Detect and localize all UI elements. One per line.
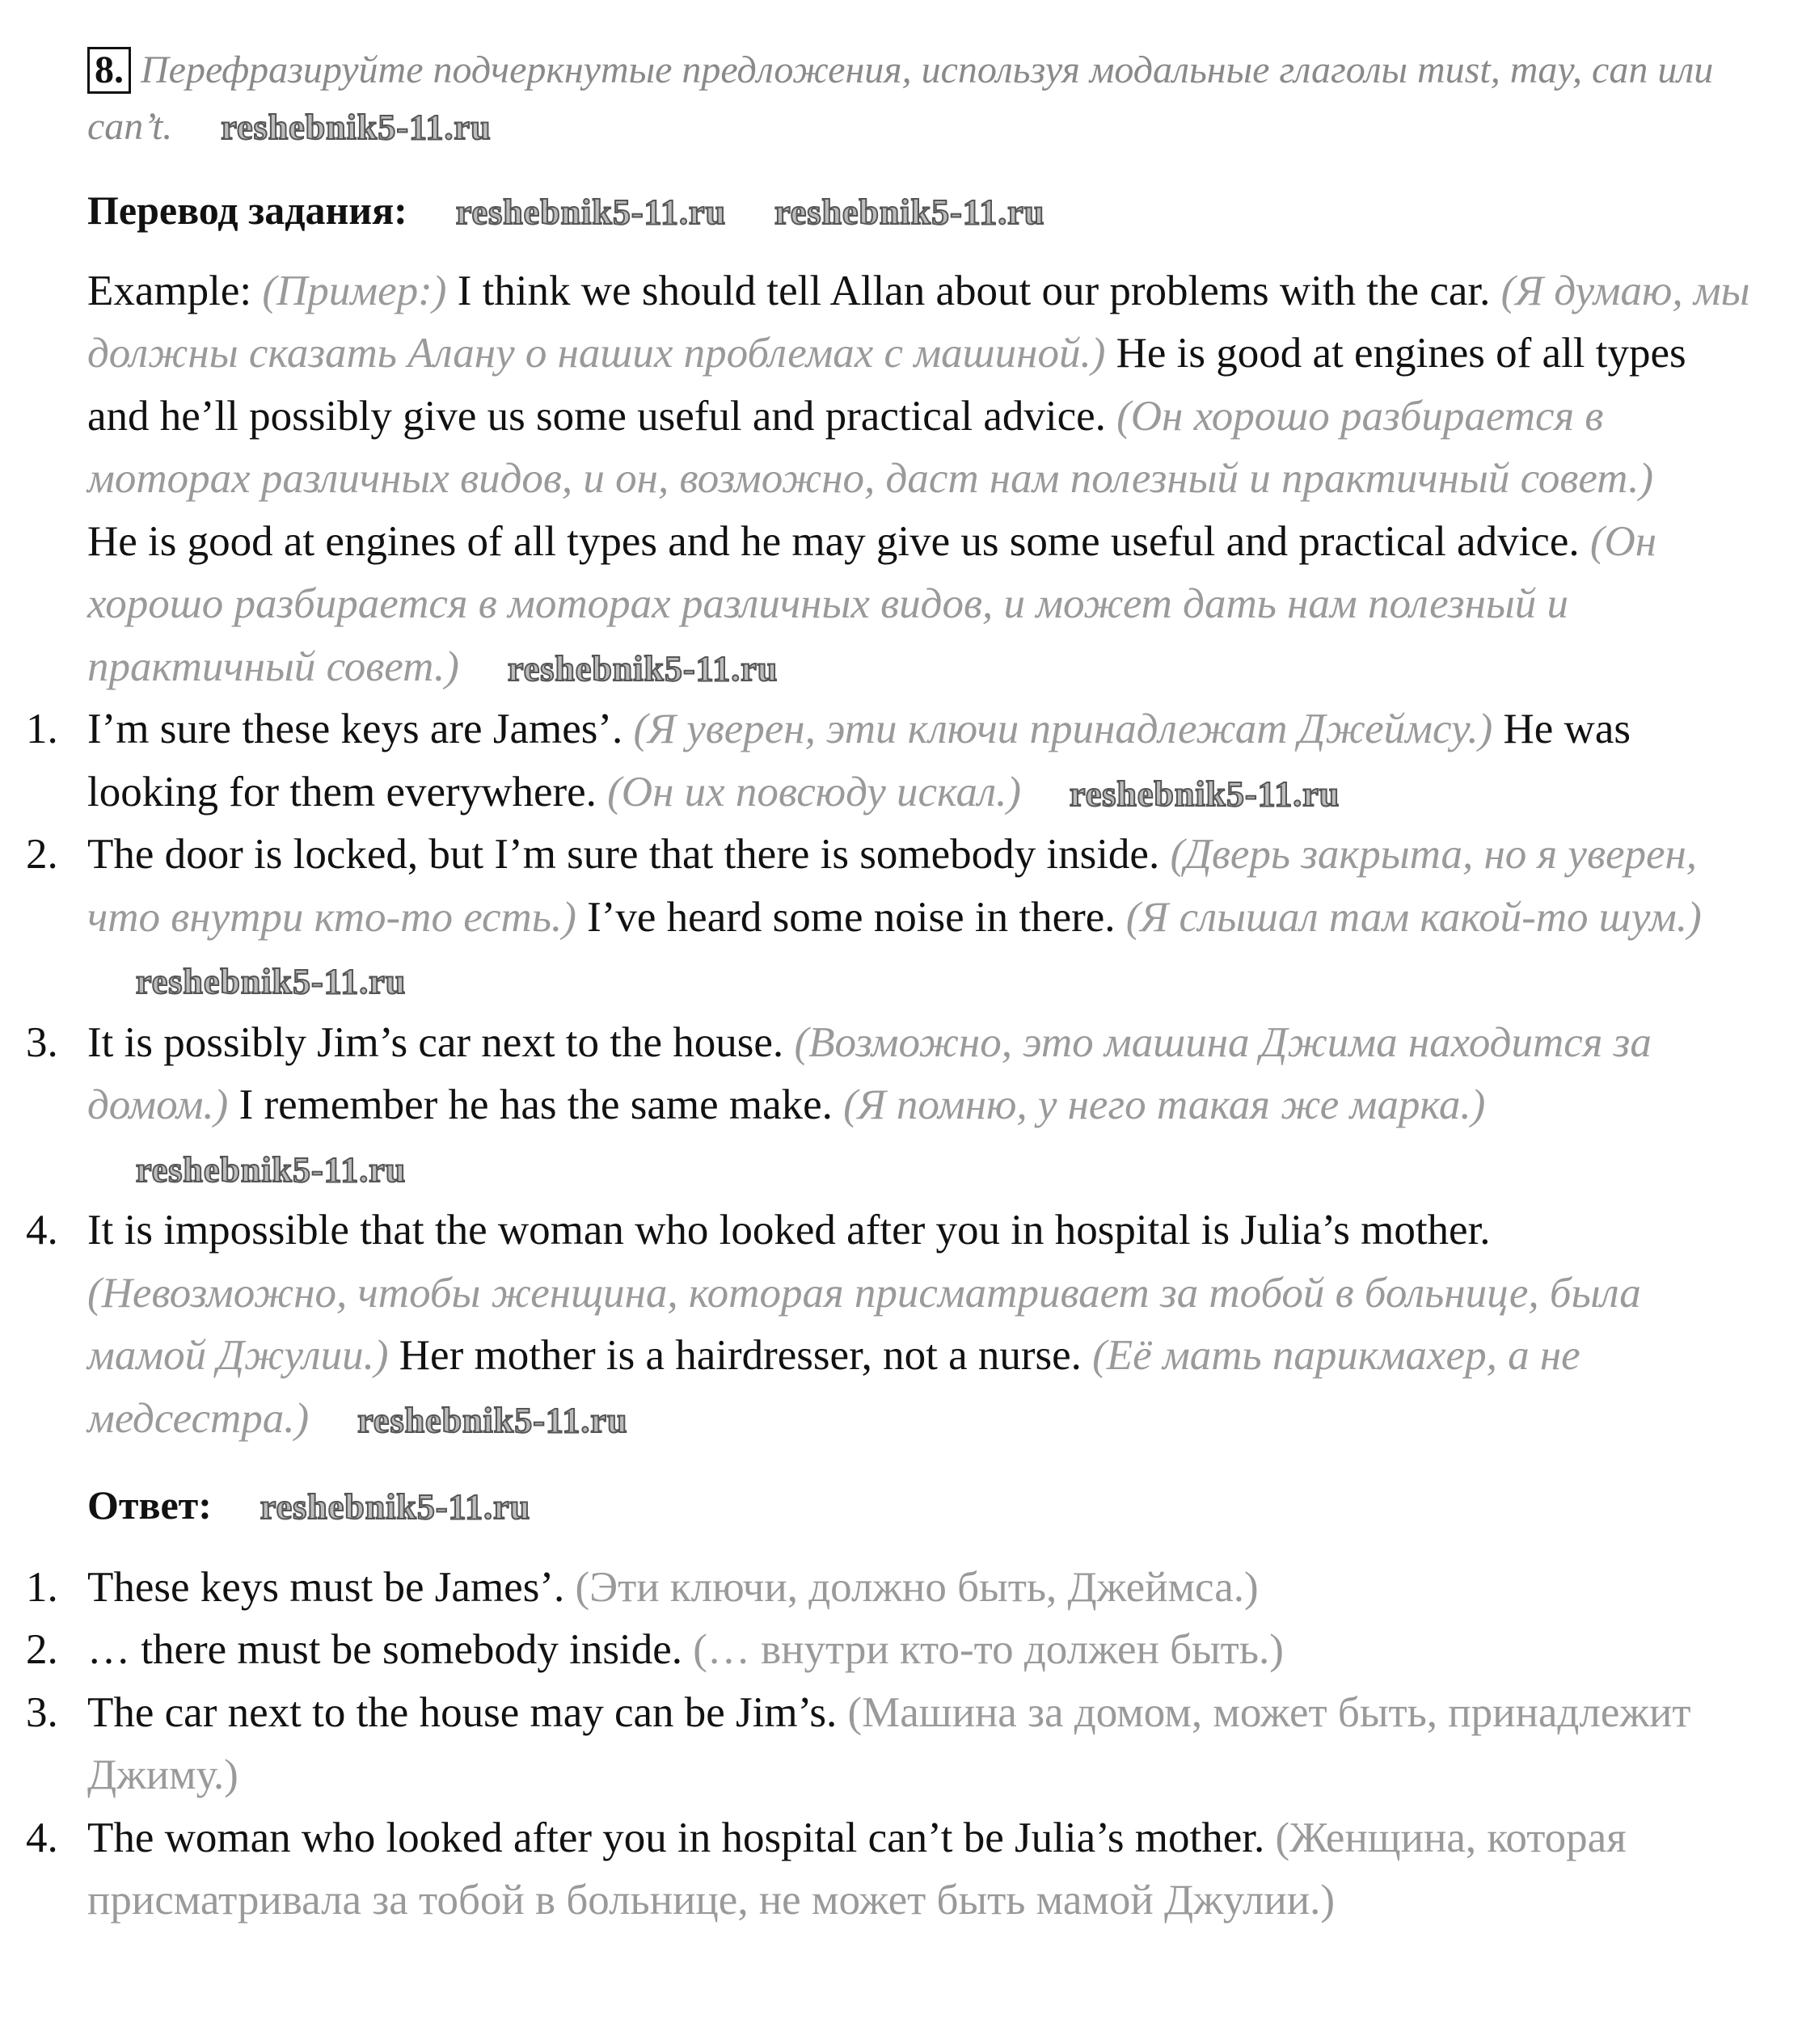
english-text: The car next to the house may can be Jim’s. xyxy=(87,1688,848,1736)
english-text: Example: xyxy=(87,267,263,314)
russian-translation: (Он хорошо разбирается в моторах различных видов, и он, возможно, даст нам полезный и практичный совет.) xyxy=(87,392,1653,502)
english-text: It is impossible that the woman who looked after you in hospital is Julia’s mother. xyxy=(87,1207,1491,1254)
item-number: 2. xyxy=(26,831,58,878)
english-text: It is possibly Jim’s car next to the house. xyxy=(87,1018,795,1066)
task-number: 8. xyxy=(87,47,131,94)
english-text: The door is locked, but I’m sure that there is somebody inside. xyxy=(87,831,1171,878)
watermark: reshebnik5-11.ru xyxy=(1070,773,1340,814)
item-number: 3. xyxy=(26,1018,58,1066)
example-paragraph xyxy=(87,260,1753,511)
exercise-item xyxy=(26,1012,1753,1200)
answer-item xyxy=(26,1557,1753,1620)
exercise-item xyxy=(26,698,1753,824)
watermark: reshebnik5-11.ru xyxy=(455,192,727,232)
russian-translation: (Я слышал там какой-то шум.) xyxy=(1125,893,1702,941)
russian-translation: (Невозможно, чтобы женщина, которая присматривает за тобой в больнице, была мамой Джулии.) xyxy=(87,1269,1641,1379)
english-text: I’ve heard some noise in there. xyxy=(587,893,1126,941)
english-text: … there must be somebody inside. xyxy=(87,1626,694,1673)
russian-translation: (Женщина, которая присматривала за тобой в больнице, не может быть мамой Джулии.) xyxy=(87,1814,1627,1924)
instruction-text: Перефразируйте подчеркнутые предложения, используя модальные глаголы must, may, can или can’t. xyxy=(87,48,1714,148)
item-number: 4. xyxy=(26,1814,58,1861)
exercise-item xyxy=(26,824,1753,1012)
russian-translation: (Эти ключи, должно быть, Джеймса.) xyxy=(575,1563,1259,1611)
exercise-item xyxy=(26,1199,1753,1450)
english-text: Her mother is a hairdresser, not a nurse. xyxy=(399,1332,1093,1379)
english-text: He was looking for them everywhere. xyxy=(87,706,1631,815)
document xyxy=(26,42,1753,1932)
russian-translation: (Я помню, у него такая же марка.) xyxy=(843,1081,1486,1128)
task-instruction xyxy=(87,42,1753,155)
watermark: reshebnik5-11.ru xyxy=(507,648,779,689)
exercise-list xyxy=(26,698,1753,1450)
russian-translation: (Её мать парикмахер, а не медсестра.) xyxy=(87,1332,1580,1442)
russian-translation: (… внутри кто-то должен быть.) xyxy=(693,1626,1284,1673)
watermark: reshebnik5-11.ru xyxy=(774,192,1045,232)
russian-translation: (Он их повсюду искал.) xyxy=(607,768,1021,815)
item-number: 4. xyxy=(26,1207,58,1254)
answer-item xyxy=(26,1682,1753,1807)
example-answer xyxy=(87,511,1753,699)
answer-item xyxy=(26,1807,1753,1932)
russian-translation: (Пример:) xyxy=(262,267,458,314)
english-text: I think we should tell Allan about our problems with the car. xyxy=(457,267,1501,314)
answer-item xyxy=(26,1619,1753,1682)
item-number: 1. xyxy=(26,1563,58,1611)
watermark: reshebnik5-11.ru xyxy=(260,1487,531,1527)
russian-translation: (Я думаю, мы должны сказать Алану о наших проблемах с машиной.) xyxy=(87,267,1750,377)
answer-heading-text: Ответ: xyxy=(87,1482,212,1528)
answer-heading xyxy=(87,1474,1753,1537)
english-text: He is good at engines of all types and he’ll possibly give us some useful and practical advice. xyxy=(87,330,1686,440)
english-text: I’m sure these keys are James’. xyxy=(87,706,634,752)
english-text: He is good at engines of all types and he may give us some useful and practical advice. xyxy=(87,517,1590,565)
russian-translation: (Я уверен, эти ключи принадлежат Джеймсу.) xyxy=(633,706,1504,752)
russian-translation: (Возможно, это машина Джима находится за домом.) xyxy=(87,1018,1652,1128)
item-number: 1. xyxy=(26,706,58,752)
translation-heading xyxy=(87,179,1753,242)
english-text: The woman who looked after you in hospital can’t be Julia’s mother. xyxy=(87,1814,1276,1861)
watermark: reshebnik5-11.ru xyxy=(136,962,407,1001)
watermark: reshebnik5-11.ru xyxy=(136,1149,407,1190)
answer-list xyxy=(26,1557,1753,1932)
russian-translation: (Машина за домом, может быть, принадлежит Джиму.) xyxy=(87,1688,1691,1798)
item-number: 3. xyxy=(26,1688,58,1736)
russian-translation: (Дверь закрыта, но я уверен, что внутри кто-то есть.) xyxy=(87,831,1698,941)
english-text: I remember he has the same make. xyxy=(238,1081,844,1128)
item-number: 2. xyxy=(26,1626,58,1673)
watermark: reshebnik5-11.ru xyxy=(221,107,492,147)
translation-heading-text: Перевод задания: xyxy=(87,188,407,233)
english-text: These keys must be James’. xyxy=(87,1563,576,1611)
russian-translation: (Он хорошо разбирается в моторах различных видов, и может дать нам полезный и практичный совет.) xyxy=(87,517,1657,690)
watermark: reshebnik5-11.ru xyxy=(357,1400,628,1440)
